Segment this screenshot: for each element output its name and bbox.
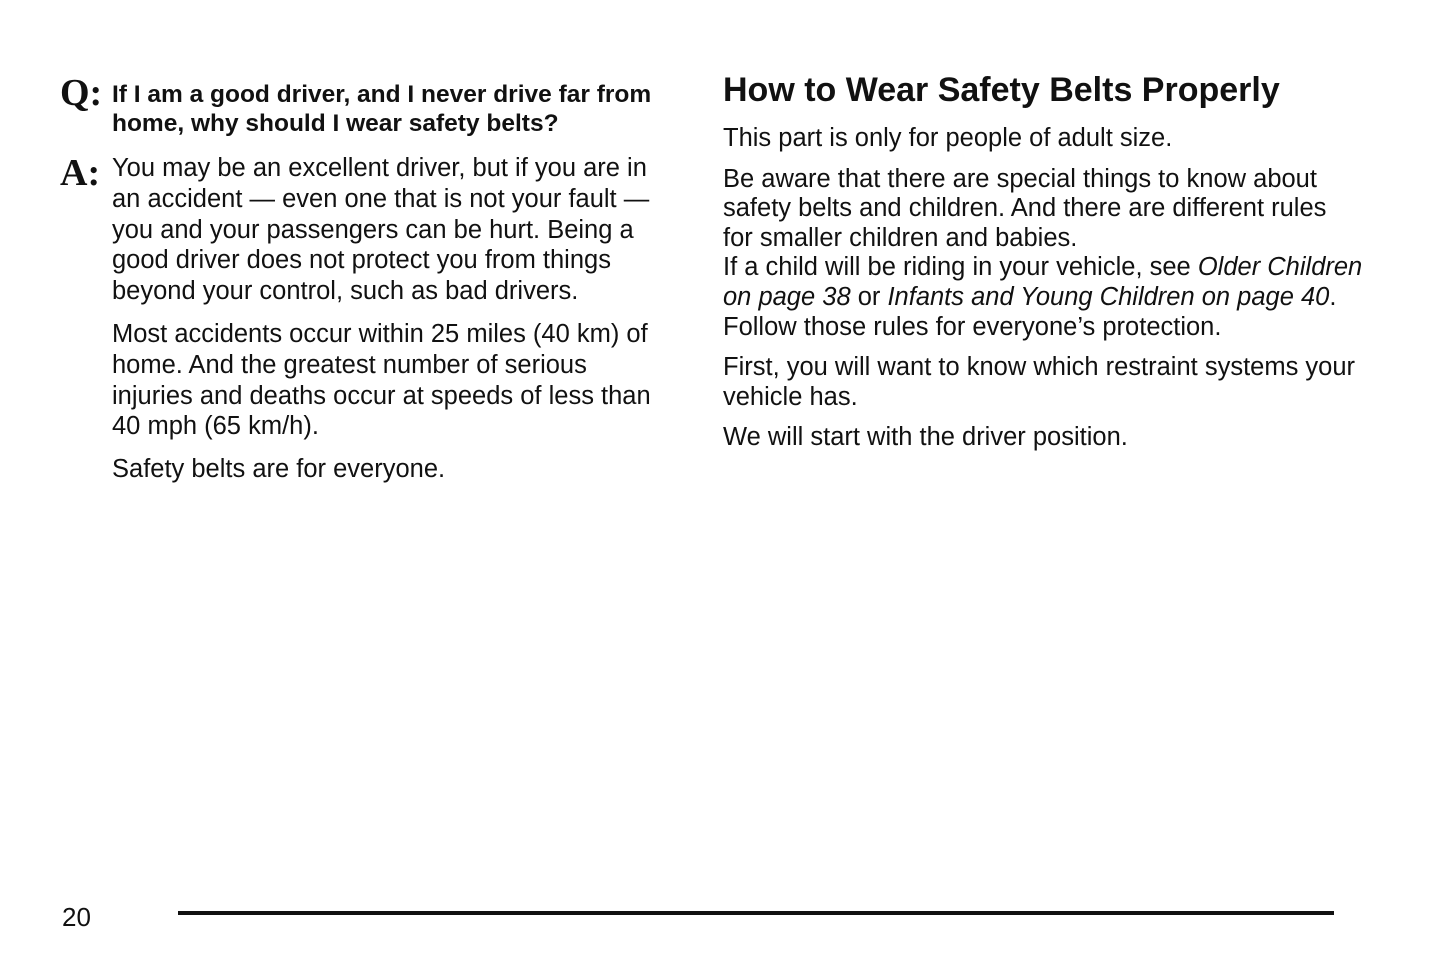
right-column [723, 70, 1363, 464]
child-reference-paragraph [723, 253, 1363, 342]
child-para-tail: . Follow those rules for everyone’s protection. [723, 282, 1337, 341]
left-column [60, 74, 670, 497]
body-paragraph: We will start with the driver position. [723, 423, 1128, 452]
answer-paragraph: Safety belts are for everyone. [112, 455, 446, 484]
older-children-reference[interactable]: Older Children on page 38 [723, 253, 1363, 311]
body-paragraph: This part is only for people of adult size. [723, 124, 1173, 152]
infants-young-children-reference[interactable]: Infants and Young Children on page 40 [887, 282, 1330, 311]
question-marker: Q: [60, 72, 103, 114]
answer-paragraph: You may be an excellent driver, but if you are in an accident — even one that is not your fault — you and your passengers can be hurt. Being a good driver does not protect you from things beyond your control, such as bad drivers. [112, 154, 650, 306]
body-paragraph: First, you will want to know which restraint systems your vehicle has. [723, 353, 1356, 411]
page-number: 20 [62, 902, 91, 932]
answer-marker: A: [60, 152, 101, 194]
answer-block [60, 153, 670, 485]
body-paragraph: Be aware that there are special things to know about safety belts and children. And there are different rules for smaller children and babies. [723, 164, 1327, 252]
section-heading: How to Wear Safety Belts Properly [723, 71, 1280, 109]
child-para-lead: If a child will be riding in your vehicle, see [723, 253, 1198, 282]
question-block [60, 74, 670, 138]
answer-paragraph: Most accidents occur within 25 miles (40 km) of home. And the greatest number of serious injuries and deaths occur at speeds of less than 40 mph (65 km/h). [112, 319, 651, 441]
child-para-or: or [850, 282, 888, 311]
question-text: If I am a good driver, and I never drive far from home, why should I wear safety belts? [112, 81, 652, 137]
footer-divider [178, 911, 1334, 915]
